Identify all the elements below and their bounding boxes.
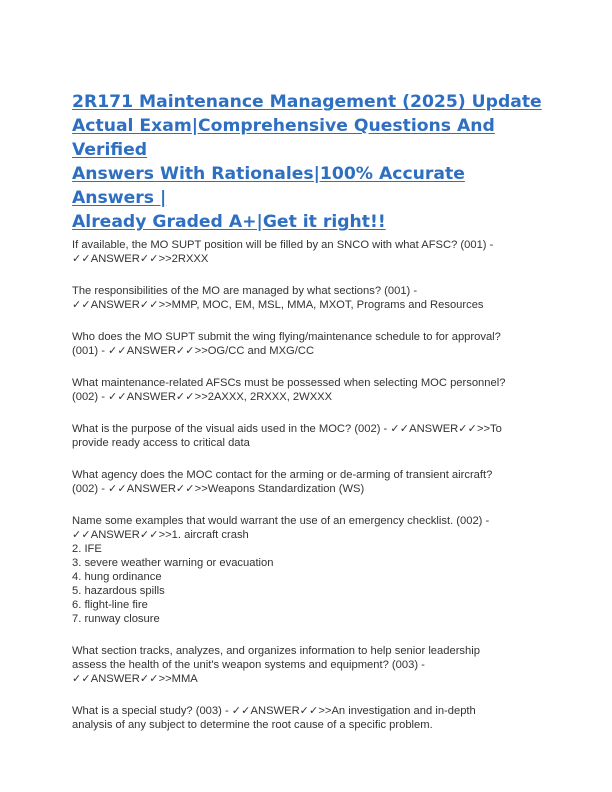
qa-item <box>72 422 552 450</box>
qa-item <box>72 238 552 266</box>
qa-line: ✓✓ANSWER✓✓>>MMP, MOC, EM, MSL, MMA, MXOT, Programs and Resources <box>72 299 484 311</box>
title-line[interactable]: 2R171 Maintenance Management (2025) Update <box>72 92 542 112</box>
title-line[interactable]: Already Graded A+|Get it right!! <box>72 212 386 232</box>
document-title[interactable] <box>72 90 542 234</box>
title-line[interactable]: Actual Exam|Comprehensive Questions And Verified <box>72 116 495 160</box>
qa-line: 5. hazardous spills <box>72 585 165 597</box>
qa-line: What agency does the MOC contact for the arming or de-arming of transient aircraft? <box>72 469 493 481</box>
qa-line: What maintenance-related AFSCs must be possessed when selecting MOC personnel? <box>72 377 506 389</box>
qa-line: 7. runway closure <box>72 613 160 625</box>
qa-line: Name some examples that would warrant the use of an emergency checklist. (002) - <box>72 515 490 527</box>
title-line[interactable]: Answers With Rationales|100% Accurate Answers | <box>72 164 465 208</box>
qa-list <box>72 238 552 750</box>
qa-line: assess the health of the unit's weapon systems and equipment? (003) - <box>72 659 425 671</box>
qa-item <box>72 330 552 358</box>
qa-item <box>72 284 552 312</box>
qa-line: Who does the MO SUPT submit the wing flying/maintenance schedule to for approval? <box>72 331 501 343</box>
qa-line: (002) - ✓✓ANSWER✓✓>>Weapons Standardization (WS) <box>72 483 365 495</box>
qa-line: (001) - ✓✓ANSWER✓✓>>OG/CC and MXG/CC <box>72 345 315 357</box>
qa-line: ✓✓ANSWER✓✓>>1. aircraft crash <box>72 529 249 541</box>
qa-line: provide ready access to critical data <box>72 437 250 449</box>
qa-item <box>72 704 552 732</box>
qa-line: analysis of any subject to determine the root cause of a specific problem. <box>72 719 433 731</box>
qa-line: If available, the MO SUPT position will be filled by an SNCO with what AFSC? (001) - <box>72 239 494 251</box>
qa-line: What is a special study? (003) - ✓✓ANSWER✓✓>>An investigation and in-depth <box>72 705 476 717</box>
qa-line: What is the purpose of the visual aids used in the MOC? (002) - ✓✓ANSWER✓✓>>To <box>72 423 502 435</box>
qa-item <box>72 468 552 496</box>
qa-line: 3. severe weather warning or evacuation <box>72 557 274 569</box>
qa-line: ✓✓ANSWER✓✓>>MMA <box>72 673 198 685</box>
qa-line: (002) - ✓✓ANSWER✓✓>>2AXXX, 2RXXX, 2WXXX <box>72 391 333 403</box>
qa-line: What section tracks, analyzes, and organizes information to help senior leadership <box>72 645 480 657</box>
qa-item <box>72 514 552 626</box>
qa-line: 4. hung ordinance <box>72 571 162 583</box>
qa-line: 6. flight-line fire <box>72 599 148 611</box>
qa-line: The responsibilities of the MO are managed by what sections? (001) - <box>72 285 418 297</box>
qa-line: ✓✓ANSWER✓✓>>2RXXX <box>72 253 209 265</box>
qa-line: 2. IFE <box>72 543 102 555</box>
qa-item <box>72 644 552 686</box>
qa-item <box>72 376 552 404</box>
